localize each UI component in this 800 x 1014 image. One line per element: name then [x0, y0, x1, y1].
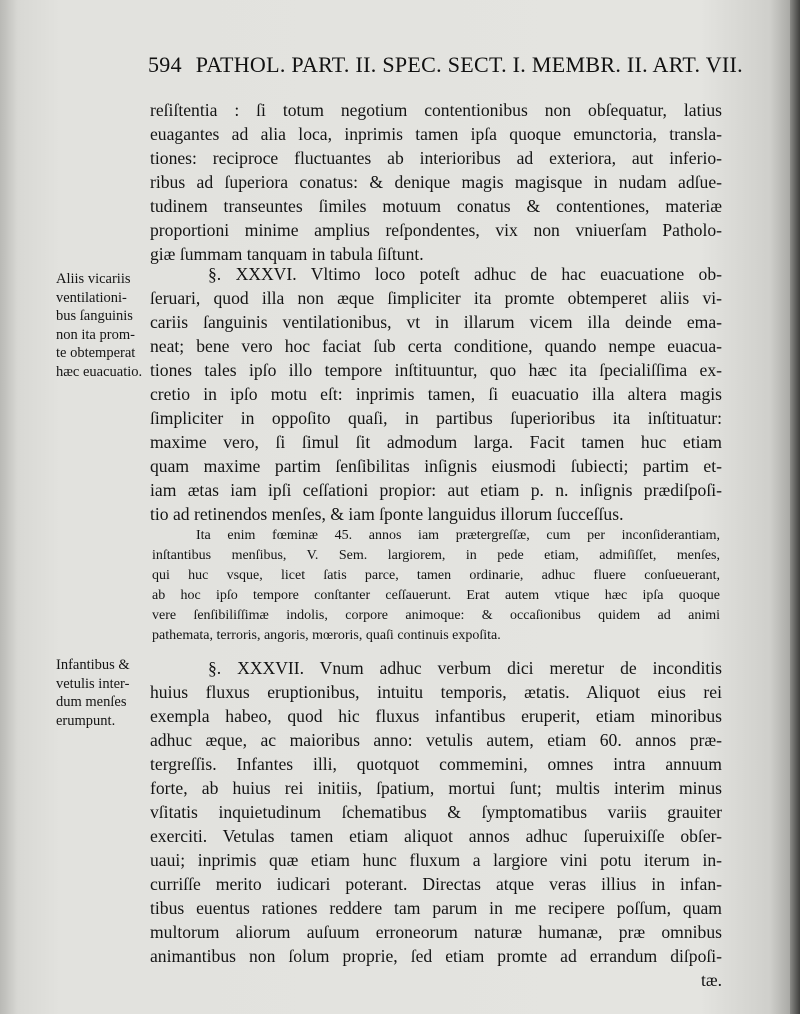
catchword: tæ. — [700, 970, 722, 990]
note-line: ab hoc ipſo tempore conſtanter ceſſauerunt. Erat autem vtique hæc ipſa quoque — [152, 588, 720, 603]
note-line: inſtantibus menſibus, V. Sem. largiorem, in pede etiam, admiſiſſet, menſes, — [152, 548, 720, 563]
body-line: euagantes ad alia loca, inprimis tamen ipſa quoque emunctoria, transla- — [150, 124, 722, 144]
margin-note-vicarious-ventilation — [56, 270, 152, 381]
margin-note-line: dum menſes — [56, 694, 127, 710]
body-line: giæ ſummam tanquam in tabula ſiſtunt. — [150, 244, 424, 264]
body-line: exerciti. Vetulas tamen etiam aliquot annos adhuc ſuperuixiſſe obſer- — [150, 826, 722, 846]
body-line: curriſſe merito iudicari poterant. Directas atque veras illius in infan- — [150, 874, 722, 894]
body-line: multorum aliorum auſuum erroneorum naturæ humanæ, præ omnibus — [150, 922, 722, 942]
body-line: adhuc æque, ac maioribus anno: vetulis autem, etiam 60. annos præ- — [150, 730, 722, 750]
body-line: ſeruari, quod illa non æque ſimpliciter ita promte obtemperet aliis vi- — [150, 288, 722, 308]
note-line: vere ſenſibiliſſimæ indolis, corpore animoque: & occaſionibus quidem ad animi — [152, 608, 720, 623]
body-line: reſiſtentia : ſi totum negotium contentionibus non obſequatur, latius — [150, 100, 722, 120]
note-line: qui huc vsque, licet ſatis parce, tamen ordinarie, adhuc fluere conſueuerant, — [152, 568, 720, 583]
section-heading-line: §. XXXVI. Vltimo loco poteſt adhuc de hac euacuatione ob- — [208, 264, 722, 284]
running-title: PATHOL. PART. II. SPEC. SECT. I. MEMBR. II. ART. VII. — [195, 52, 743, 77]
body-line: tiones tales ipſo illo tempore inſtituuntur, quo hæc ita ſpecialiſſima ex- — [150, 360, 722, 380]
page-number: 594 — [148, 52, 182, 77]
note-line: pathemata, terroris, angoris, mœroris, quaſi continuis expoſita. — [152, 628, 501, 643]
body-line: ſimpliciter in oppoſito quaſi, in partibus ſuperioribus ita inſtituatur: — [150, 408, 722, 428]
body-line: quam maxime partim ſenſibilitas inſignis eiusmodi ſubiecti; partim et- — [150, 456, 722, 476]
book-spine-shadow — [790, 0, 800, 1014]
body-line: maxime vero, ſi ſimul ſit admodum larga. Facit tamen huc etiam — [150, 432, 722, 452]
body-line: uaui; inprimis quæ etiam hunc fluxum a largiore vini potu iterum in- — [150, 850, 722, 870]
body-line: proportioni minime amplius reſpondentes, vix non vniuerſam Patholo- — [150, 220, 722, 240]
margin-note-infants-elderly — [56, 656, 152, 730]
margin-note-line: non ita prom- — [56, 326, 135, 343]
margin-note-line: Infantibus & — [56, 657, 130, 673]
body-line: neat; bene vero hoc faciat ſub certa conditione, quando nempe euacua- — [150, 336, 722, 356]
body-line: iam ætas iam ipſi ceſſationi propior: aut etiam p. n. inſignis prædiſpoſi- — [150, 480, 722, 500]
body-line: tibus euentus rationes reddere tam parum in me recipere poſſum, quam — [150, 898, 722, 918]
body-line: tiones: reciproce fluctuantes ab interioribus ad exteriora, aut inferio- — [150, 148, 722, 168]
body-line: ribus ad ſuperiora conatus: & denique magis magisque in nudam adſue- — [150, 172, 722, 192]
margin-note-line: vetulis inter- — [56, 675, 130, 692]
body-line: forte, ab huius rei initiis, ſpatium, mortui ſunt; multis interim minus — [150, 778, 722, 798]
body-line: tio ad retinendos menſes, & iam ſponte languidus illorum ſucceſſus. — [150, 504, 624, 524]
margin-note-line: Aliis vicariis — [56, 271, 131, 287]
body-line: cariis ſanguinis ventilationibus, vt in illarum vicem illa deinde ema- — [150, 312, 722, 332]
note-line: Ita enim fœminæ 45. annos iam prætergreſſæ, cum per inconſiderantiam, — [196, 528, 720, 543]
margin-note-line: bus ſanguinis — [56, 308, 133, 324]
margin-note-line: erumpunt. — [56, 712, 116, 729]
body-line: tudinem transeuntes ſimiles motuum conatus & contentiones, materiæ — [150, 196, 722, 216]
section-heading-line: §. XXXVII. Vnum adhuc verbum dici meretur de inconditis — [208, 658, 722, 678]
margin-note-line: te obtemperat — [56, 345, 136, 361]
margin-note-line: hæc euacuatio. — [56, 363, 143, 380]
body-line: huius fluxus eruptionibus, intuitu temporis, ætatis. Aliquot eius rei — [150, 682, 722, 702]
body-line: tergreſſis. Infantes illi, quotquot commemini, omnes intra annuum — [150, 754, 722, 774]
body-line: vſitatis inquietudinum ſchematibus & ſymptomatibus variis grauiter — [150, 802, 722, 822]
running-header — [148, 52, 768, 78]
margin-note-line: ventilationi- — [56, 289, 127, 306]
body-line: exempla habeo, quod hic fluxus infantibus eruperit, etiam minoribus — [150, 706, 722, 726]
body-line: animantibus non ſolum proprie, ſed etiam promte ad errandum diſpoſi- — [150, 946, 722, 966]
body-line: cretio in ipſo motu eſt: inprimis tamen, ſi euacuatio illa altera magis — [150, 384, 722, 404]
